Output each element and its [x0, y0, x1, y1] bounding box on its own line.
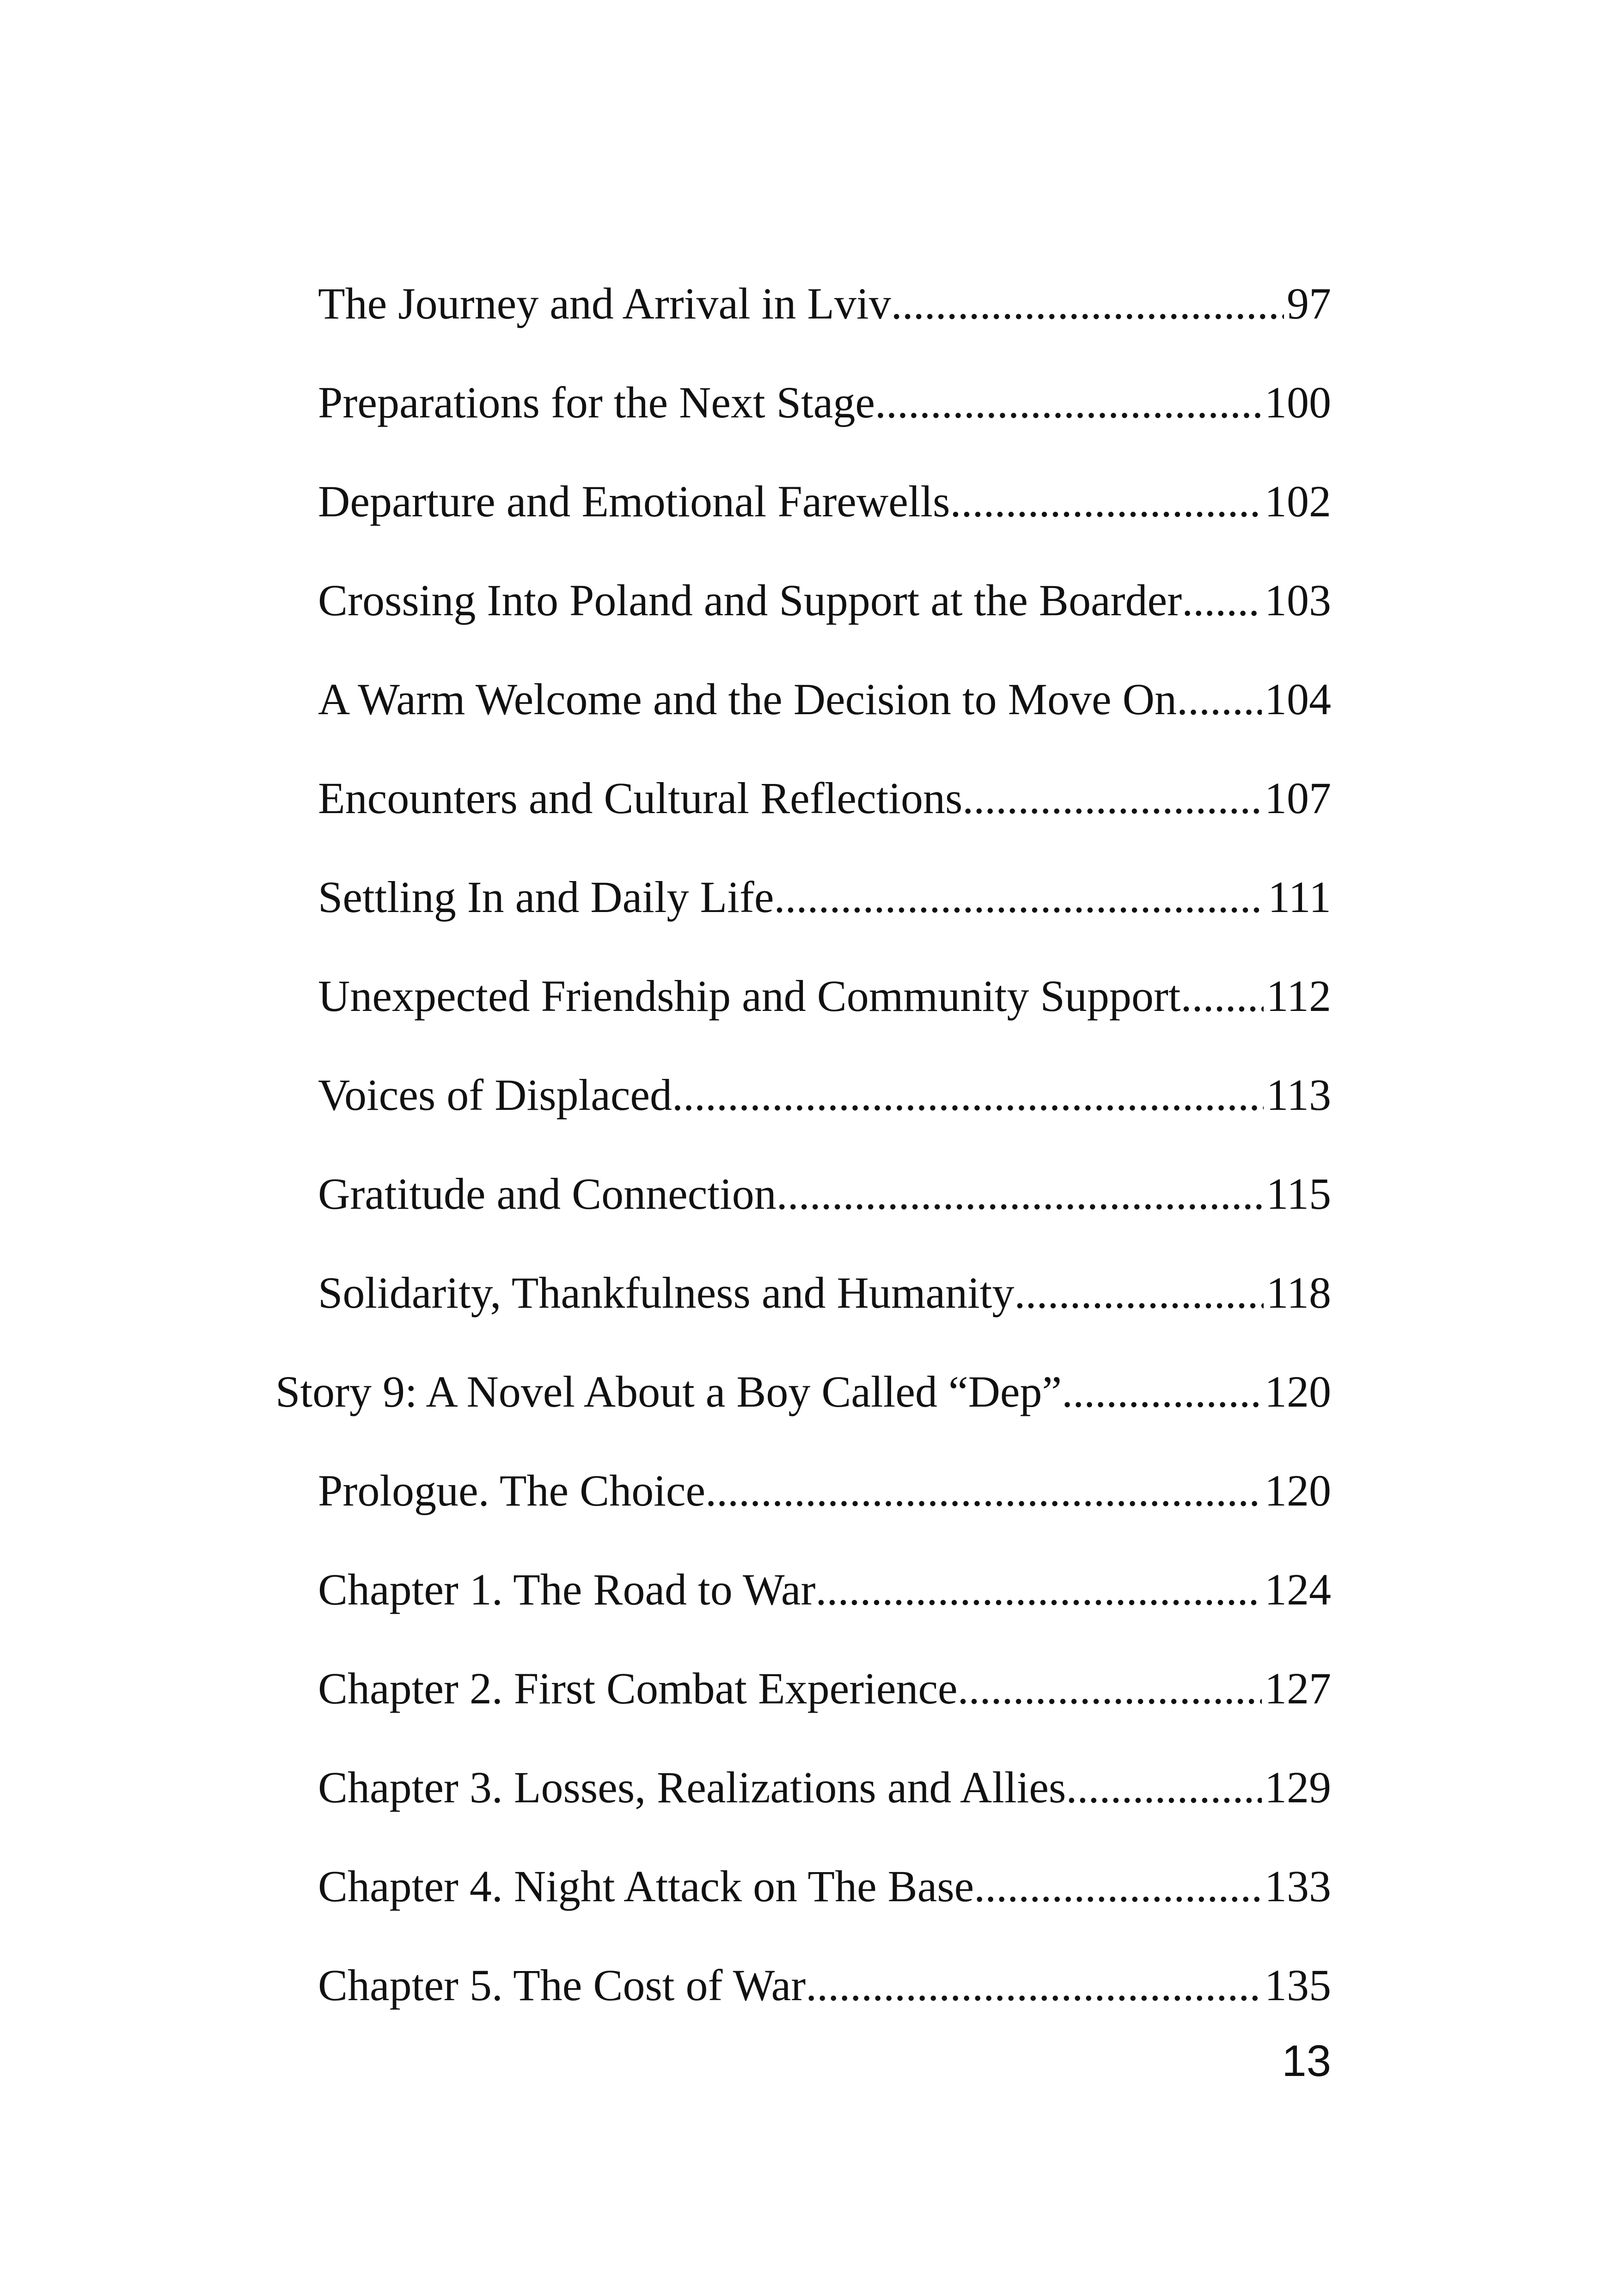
toc-entry-page: 111	[1268, 872, 1331, 922]
toc-entry-page: 100	[1265, 378, 1331, 427]
dot-leader	[776, 1164, 1264, 1224]
dot-leader	[672, 1065, 1264, 1125]
toc-entry	[318, 471, 1331, 532]
toc-entry-page: 127	[1265, 1664, 1331, 1713]
toc-entry-page: 107	[1265, 773, 1331, 823]
toc-entry-page: 120	[1265, 1466, 1331, 1515]
toc-entry	[318, 274, 1331, 334]
dot-leader	[1177, 669, 1262, 729]
toc-entry	[318, 669, 1331, 729]
toc-entry-title: The Journey and Arrival in Lviv	[318, 279, 891, 328]
toc-entry	[318, 1164, 1331, 1224]
toc-entry-page: 103	[1265, 576, 1331, 625]
toc-entry-title: Chapter 4. Night Attack on The Base	[318, 1861, 974, 1911]
toc-entry	[318, 1856, 1331, 1916]
dot-leader	[774, 867, 1265, 927]
toc-entry-page: 118	[1266, 1268, 1331, 1317]
toc-entry-page: 113	[1266, 1070, 1331, 1120]
toc-entry-page: 133	[1265, 1861, 1331, 1911]
toc-entry-title: Departure and Emotional Farewells	[318, 477, 950, 526]
toc-entry	[318, 966, 1331, 1026]
toc-entry-title: Settling In and Daily Life	[318, 872, 774, 922]
toc-entry	[318, 1263, 1331, 1323]
dot-leader	[1062, 1362, 1262, 1422]
toc-entry-page: 104	[1265, 674, 1331, 724]
dot-leader	[705, 1461, 1262, 1521]
toc-entry	[318, 1955, 1331, 2015]
toc-entry-title: Voices of Displaced	[318, 1070, 672, 1120]
toc-entry-title: Chapter 5. The Cost of War	[318, 1960, 806, 2010]
dot-leader	[891, 274, 1284, 334]
toc-story-entry	[275, 1362, 1331, 1422]
dot-leader	[1014, 1263, 1263, 1323]
toc-entry	[318, 867, 1331, 927]
dot-leader	[1066, 1757, 1262, 1818]
dot-leader	[815, 1560, 1262, 1620]
dot-leader	[1180, 966, 1263, 1026]
toc-entry	[318, 1065, 1331, 1125]
toc-entry-page: 135	[1265, 1960, 1331, 2010]
toc-entry-title: Prologue. The Choice	[318, 1466, 706, 1515]
toc-entry	[318, 373, 1331, 433]
dot-leader	[1182, 570, 1262, 631]
dot-leader	[962, 768, 1262, 828]
toc-entry	[318, 570, 1331, 631]
dot-leader	[958, 1659, 1262, 1719]
toc-entry-title: Story 9: A Novel About a Boy Called “Dep”	[275, 1367, 1062, 1416]
toc-entry	[318, 1659, 1331, 1719]
toc-entry-title: Preparations for the Next Stage	[318, 378, 875, 427]
dot-leader	[974, 1856, 1262, 1916]
toc-entry-page: 115	[1266, 1169, 1331, 1218]
page-number: 13	[1282, 2036, 1331, 2086]
toc-entry-title: Gratitude and Connection	[318, 1169, 776, 1218]
toc-entry-title: Encounters and Cultural Reflections	[318, 773, 963, 823]
toc-entry-page: 129	[1265, 1763, 1331, 1812]
dot-leader	[875, 373, 1262, 433]
toc-entry-page: 102	[1265, 477, 1331, 526]
toc-entry-title: Solidarity, Thankfulness and Humanity	[318, 1268, 1015, 1317]
toc-entry	[318, 1560, 1331, 1620]
toc-entry-title: A Warm Welcome and the Decision to Move On	[318, 674, 1177, 724]
toc-entry-title: Chapter 3. Losses, Realizations and Allies	[318, 1763, 1066, 1812]
toc-entry-title: Unexpected Friendship and Community Support	[318, 971, 1181, 1021]
toc-entry	[318, 768, 1331, 828]
toc-entry-page: 97	[1287, 279, 1331, 328]
toc-entry-title: Chapter 2. First Combat Experience	[318, 1664, 958, 1713]
toc-entry-page: 120	[1265, 1367, 1331, 1416]
toc-entry-title: Chapter 1. The Road to War	[318, 1565, 816, 1614]
toc-entry-title: Crossing Into Poland and Support at the Boarder	[318, 576, 1182, 625]
dot-leader	[806, 1955, 1262, 2015]
toc-entry	[318, 1461, 1331, 1521]
toc-entry-page: 112	[1266, 971, 1331, 1021]
toc-entry	[318, 1757, 1331, 1818]
toc-entry-page: 124	[1265, 1565, 1331, 1614]
dot-leader	[950, 471, 1262, 532]
